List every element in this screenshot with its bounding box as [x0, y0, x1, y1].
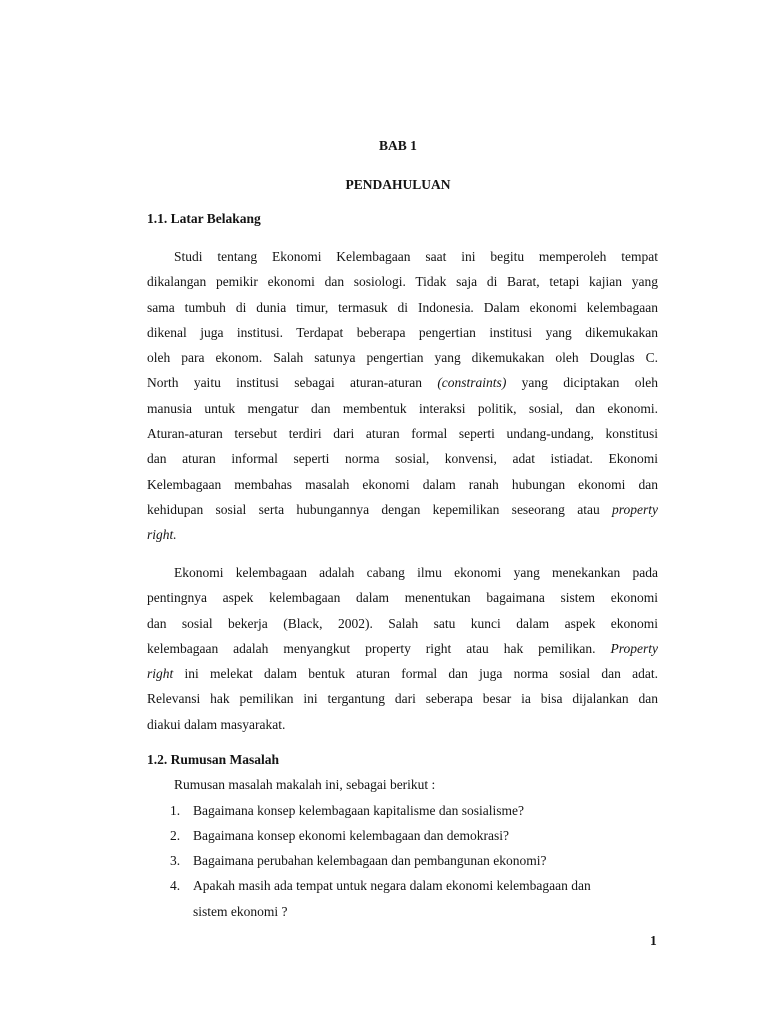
text-line [147, 661, 658, 686]
paragraph-2 [147, 560, 658, 737]
italic-term: right. [147, 527, 177, 543]
page-number: 1 [650, 933, 657, 948]
text-line [147, 497, 658, 522]
list-number: 3. [170, 853, 181, 868]
text-line: Studi tentang Ekonomi Kelembagaan saat ini begitu memperoleh tempat [174, 249, 658, 264]
text-segment: yang diciptakan oleh [521, 375, 659, 391]
section-heading-latar-belakang: 1.1. Latar Belakang [147, 211, 261, 226]
italic-term: right [147, 666, 174, 682]
italic-term: (constraints) [437, 375, 507, 391]
list-item [170, 828, 509, 844]
list-text: Bagaimana perubahan kelembagaan dan pembangunan ekonomi? [193, 853, 547, 868]
list-number: 4. [170, 878, 181, 893]
italic-term: Property [610, 640, 658, 656]
list-item [170, 878, 591, 894]
paragraph-1 [147, 244, 658, 548]
italic-term: property [612, 501, 658, 517]
text-line: sama tumbuh di dunia timur, termasuk di Indonesia. Dalam ekonomi kelembagaan [147, 299, 658, 315]
section-heading-rumusan-masalah: 1.2. Rumusan Masalah [147, 752, 280, 767]
list-number: 2. [170, 828, 181, 843]
text-segment: ini melekat dalam bentuk aturan formal dan juga norma sosial dan adat. [184, 666, 658, 682]
text-line [147, 522, 658, 547]
text-line: manusia untuk mengatur dan membentuk interaksi politik, sosial, dan ekonomi. [147, 400, 658, 416]
text-line: diakui dalam masyarakat. [147, 716, 286, 732]
text-line: dan aturan informal seperti norma sosial, konvensi, adat istiadat. Ekonomi [147, 451, 658, 467]
text-line: Kelembagaan membahas masalah ekonomi dalam ranah hubungan ekonomi dan [147, 476, 658, 492]
list-number: 1. [170, 803, 181, 818]
text-line: Ekonomi kelembagaan adalah cabang ilmu ekonomi yang menekankan pada [174, 565, 658, 580]
list-item-continuation: sistem ekonomi ? [193, 904, 288, 919]
text-segment: kelembagaan adalah menyangkut property right atau hak pemilikan. [147, 640, 596, 656]
list-item [170, 853, 547, 869]
list-text: Bagaimana konsep kelembagaan kapitalisme dan sosialisme? [193, 803, 525, 818]
list-text: Bagaimana konsep ekonomi kelembagaan dan demokrasi? [193, 828, 510, 843]
text-line [147, 636, 658, 661]
text-line: dikenal juga institusi. Terdapat beberapa pengertian institusi yang dikemukakan [147, 324, 658, 340]
chapter-title: PENDAHULUAN [345, 177, 451, 192]
text-line [147, 370, 658, 395]
list-text: Apakah masih ada tempat untuk negara dalam ekonomi kelembagaan dan [193, 878, 591, 893]
text-line: dikalangan pemikir ekonomi dan sosiologi. Tidak saja di Barat, tetapi kajian yang [147, 274, 658, 290]
text-line: Aturan-aturan tersebut terdiri dari aturan formal seperti undang-undang, konstitusi [147, 426, 658, 442]
text-line: pentingnya aspek kelembagaan dalam menentukan bagaimana sistem ekonomi [147, 590, 658, 606]
text-segment: North yaitu institusi sebagai aturan-aturan [147, 375, 422, 391]
text-line: dan sosial bekerja (Black, 2002). Salah satu kunci dalam aspek ekonomi [147, 615, 658, 631]
text-line: Relevansi hak pemilikan ini tergantung dari seberapa besar ia bisa dijalankan dan [147, 691, 658, 707]
list-item [170, 803, 524, 819]
list-intro: Rumusan masalah makalah ini, sebagai berikut : [174, 777, 436, 792]
text-segment: kehidupan sosial serta hubungannya dengan kepemilikan seseorang atau [147, 501, 600, 517]
text-line: oleh para ekonom. Salah satunya pengertian yang dikemukakan oleh Douglas C. [147, 350, 658, 366]
chapter-label: BAB 1 [379, 138, 417, 153]
